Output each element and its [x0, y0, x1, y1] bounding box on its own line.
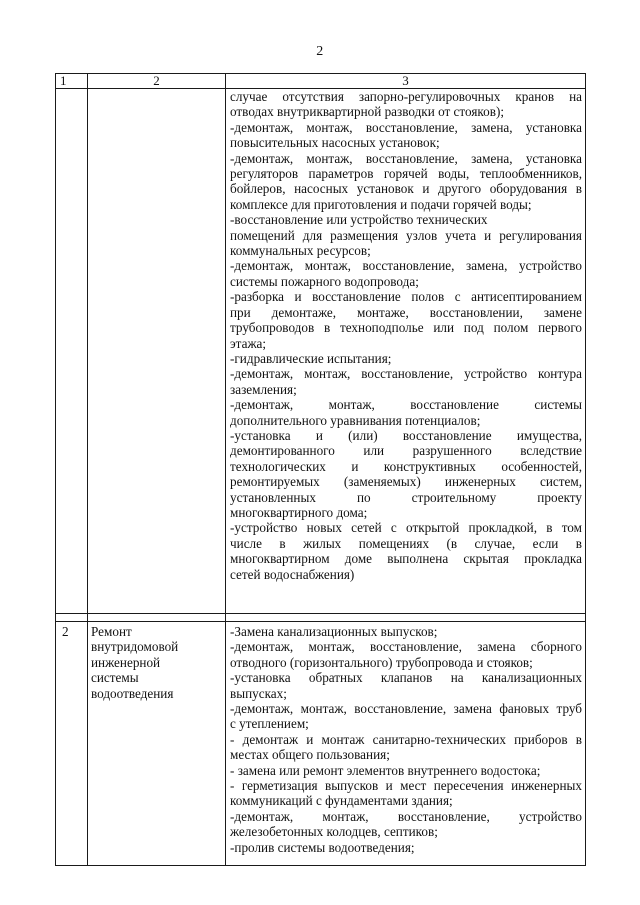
- work-line: -демонтаж, монтаж, восстановление, устройство: [230, 808, 582, 824]
- work-line: бойлеров, насосных установок и другого оборудования в: [230, 181, 582, 197]
- work-line: -разборка и восстановление полов с антисептированием: [230, 289, 582, 305]
- work-line: случае отсутствия запорно-регулировочных кранов на: [230, 89, 582, 104]
- work-line: многоквартирного дома;: [230, 504, 368, 520]
- work-line: - герметизация выпусков и мест пересечения инженерных: [230, 778, 582, 794]
- header-col-3: 3: [226, 74, 586, 89]
- work-line: регуляторов параметров горячей воды, теплообменников,: [230, 166, 582, 182]
- works-list-cell: [226, 89, 586, 614]
- work-line: -пролив системы водоотведения;: [230, 839, 415, 855]
- system-name-cell: [88, 89, 226, 614]
- row-number-cell: 2: [56, 622, 88, 866]
- work-line: установленных по строительному проекту: [230, 489, 582, 505]
- work-line: коммуникаций с фундаментами здания;: [230, 793, 453, 809]
- work-line: демонтированного или разрушенного вследствие: [230, 443, 582, 459]
- work-line: ремонтируемых (заменяемых) инженерных систем,: [230, 474, 582, 490]
- work-line: этажа;: [230, 335, 267, 351]
- work-line: заземления;: [230, 381, 297, 397]
- work-line: повысительных насосных установок;: [230, 135, 440, 151]
- table-row: [56, 622, 586, 866]
- work-line: -восстановление или устройство технических: [230, 212, 488, 228]
- works-table: [55, 73, 586, 866]
- work-line: -демонтаж, монтаж, восстановление, замена, установка: [230, 119, 582, 135]
- system-name-line: Ремонт: [91, 624, 132, 639]
- system-name-line: внутридомовой: [91, 639, 179, 655]
- work-line: -установка обратных клапанов на канализационных: [230, 670, 582, 686]
- work-line: выпусках;: [230, 685, 287, 701]
- work-line: местах общего пользования;: [230, 747, 390, 763]
- page-number: 2: [316, 44, 324, 59]
- work-line: -демонтаж, монтаж, восстановление, замена сборного: [230, 639, 582, 655]
- system-name-line: водоотведения: [91, 685, 174, 701]
- table-header-row: [56, 74, 586, 89]
- system-name-cell: [88, 622, 226, 866]
- work-line: -демонтаж, монтаж, восстановление, устройство контура: [230, 366, 582, 382]
- work-line: - замена или ремонт элементов внутреннего водостока;: [230, 762, 541, 778]
- work-line: дополнительного уравнивания потенциалов;: [230, 412, 481, 428]
- work-line: отводного (горизонтального) трубопровода и стояков;: [230, 654, 533, 670]
- work-line: железобетонных колодцев, септиков;: [230, 824, 438, 840]
- work-line: -устройство новых сетей с открытой прокладкой, в том: [230, 520, 582, 536]
- header-col-2: 2: [88, 74, 226, 89]
- work-line: -демонтаж, монтаж, восстановление, замена, установка: [230, 150, 582, 166]
- system-name-line: инженерной: [91, 654, 161, 670]
- works-list-cell: [226, 622, 586, 866]
- row-number-cell: [56, 89, 88, 614]
- work-line: трубопроводов в техноподполье или под полом первого: [230, 320, 582, 336]
- work-line: с утеплением;: [230, 716, 309, 732]
- gap-cell: [226, 614, 586, 622]
- work-line: -гидравлические испытания;: [230, 350, 392, 366]
- work-line: -демонтаж, монтаж, восстановление системы: [230, 397, 582, 413]
- work-line: -установка и (или) восстановление имущества,: [230, 427, 582, 443]
- table-row: [56, 89, 586, 614]
- gap-cell: [56, 614, 88, 622]
- work-line: помещений для размещения узлов учета и регулирования: [230, 227, 582, 243]
- work-line: коммунальных ресурсов;: [230, 243, 371, 259]
- row-gap: [56, 614, 586, 622]
- work-line: технологических и конструктивных особенностей,: [230, 458, 582, 474]
- work-line: отводах внутриквартирной разводки от стояков);: [230, 104, 505, 120]
- work-line: - демонтаж и монтаж санитарно-технических приборов в: [230, 731, 582, 747]
- header-col-1: 1: [56, 74, 88, 89]
- work-line: -демонтаж, монтаж, восстановление, замена, устройство: [230, 258, 582, 274]
- work-line: при демонтаже, монтаже, восстановлении, замене: [230, 304, 582, 320]
- work-line: числе в жилых помещениях (в случае, если в: [230, 535, 582, 551]
- work-line: системы пожарного водопровода;: [230, 273, 419, 289]
- work-line: комплексе для приготовления и подачи горячей воды;: [230, 196, 532, 212]
- work-line: многоквартирном доме выполнена скрытая прокладка: [230, 551, 582, 567]
- work-line: -демонтаж, монтаж, восстановление, замена фановых труб: [230, 701, 582, 717]
- work-line: -Замена канализационных выпусков;: [230, 624, 438, 639]
- system-name-line: системы: [91, 670, 139, 686]
- work-line: сетей водоснабжения): [230, 566, 355, 582]
- gap-cell: [88, 614, 226, 622]
